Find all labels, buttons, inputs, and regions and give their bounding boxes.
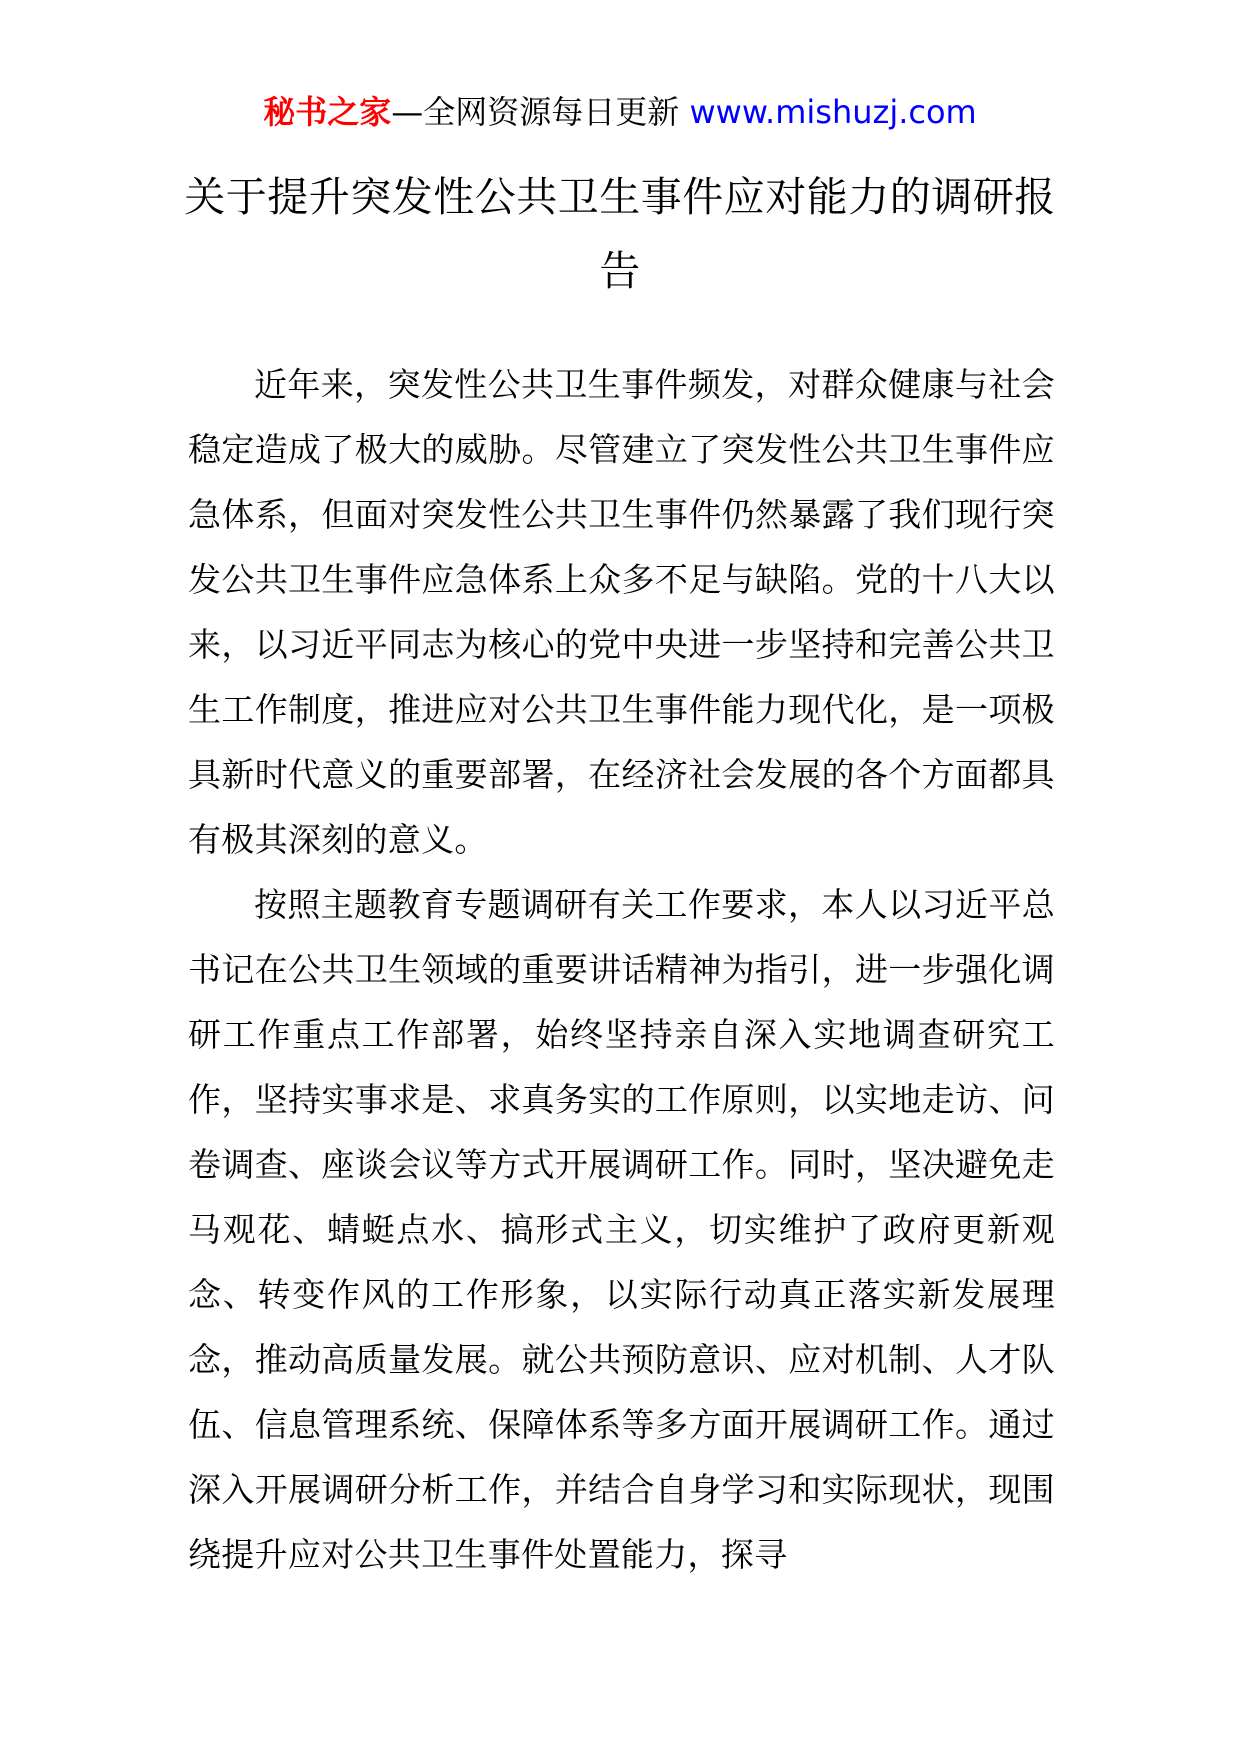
document-body	[188, 352, 1055, 1587]
body-paragraph-1: 近年来，突发性公共卫生事件频发，对群众健康与社会稳定造成了极大的威胁。尽管建立了突发性公共卫生事件应急体系，但面对突发性公共卫生事件仍然暴露了我们现行突发公共卫生事件应急体系上众多不足与缺陷。党的十八大以来，以习近平同志为核心的党中央进一步坚持和完善公共卫生工作制度，推进应对公共卫生事件能力现代化，是一项极具新时代意义的重要部署，在经济社会发展的各个方面都具有极其深刻的意义。	[188, 365, 1055, 859]
document-title: 关于提升突发性公共卫生事件应对能力的调研报告	[184, 173, 1056, 295]
site-url[interactable]: www.mishuzj.com	[689, 93, 977, 131]
site-brand: 秘书之家	[263, 93, 392, 131]
body-paragraph-2: 按照主题教育专题调研有关工作要求，本人以习近平总书记在公共卫生领域的重要讲话精神为指引，进一步强化调研工作重点工作部署，始终坚持亲自深入实地调查研究工作，坚持实事求是、求真务实的工作原则，以实地走访、问卷调查、座谈会议等方式开展调研工作。同时，坚决避免走马观花、蜻蜓点水、搞形式主义，切实维护了政府更新观念、转变作风的工作形象，以实际行动真正落实新发展理念，推动高质量发展。就公共预防意识、应对机制、人才队伍、信息管理系统、保障体系等多方面开展调研工作。通过深入开展调研分析工作，并结合自身学习和实际现状，现围绕提升应对公共卫生事件处置能力，探寻	[188, 885, 1055, 1574]
site-tagline: —全网资源每日更新	[391, 93, 680, 131]
site-header	[0, 88, 1240, 136]
